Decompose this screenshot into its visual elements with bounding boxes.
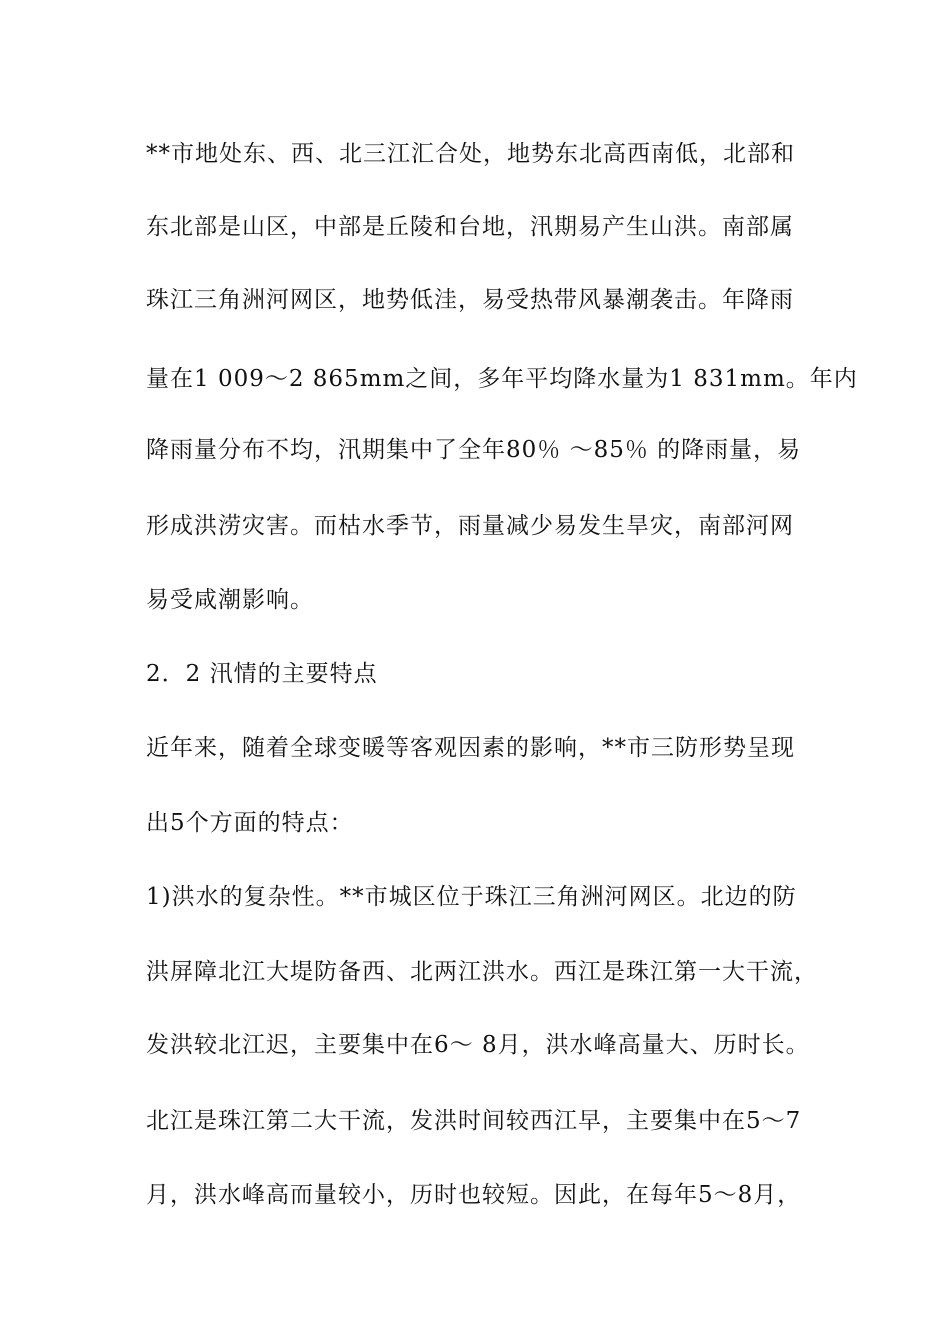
body-text-line: 降雨量分布不均，汛期集中了全年80％ ～85％ 的降雨量，易 — [146, 437, 802, 463]
body-text-line: 洪屏障北江大堤防备西、北两江洪水。西江是珠江第一大干流， — [146, 959, 818, 985]
body-text-line: 形成洪涝灾害。而枯水季节，雨量减少易发生旱灾，南部河网 — [146, 513, 794, 539]
body-text-line: 东北部是山区，中部是丘陵和台地，汛期易产生山洪。南部属 — [146, 214, 794, 240]
body-text-line: **市地处东、西、北三江汇合处，地势东北高西南低，北部和 — [146, 141, 795, 167]
body-text-line: 北江是珠江第二大干流，发洪时间较西江早，主要集中在5～7 — [146, 1108, 802, 1134]
body-text-line: 近年来，随着全球变暖等客观因素的影响，**市三防形势呈现 — [146, 735, 795, 761]
body-text-line: 月，洪水峰高而量较小，历时也较短。因此，在每年5～8月， — [146, 1182, 802, 1208]
body-text-line: 珠江三角洲河网区，地势低洼，易受热带风暴潮袭击。年降雨 — [146, 287, 794, 313]
body-text-line: 发洪较北江迟，主要集中在6～ 8月，洪水峰高量大、历时长。 — [146, 1032, 810, 1058]
body-text-line: 出5个方面的特点： — [146, 810, 354, 836]
section-heading: 2．2 汛情的主要特点 — [146, 661, 378, 687]
body-text-line: 量在1 009～2 865mm之间，多年平均降水量为1 831mm。年内 — [146, 366, 858, 392]
body-text-line: 1)洪水的复杂性。**市城区位于珠江三角洲河网区。北边的防 — [146, 884, 797, 910]
body-text-line: 易受咸潮影响。 — [146, 587, 314, 613]
